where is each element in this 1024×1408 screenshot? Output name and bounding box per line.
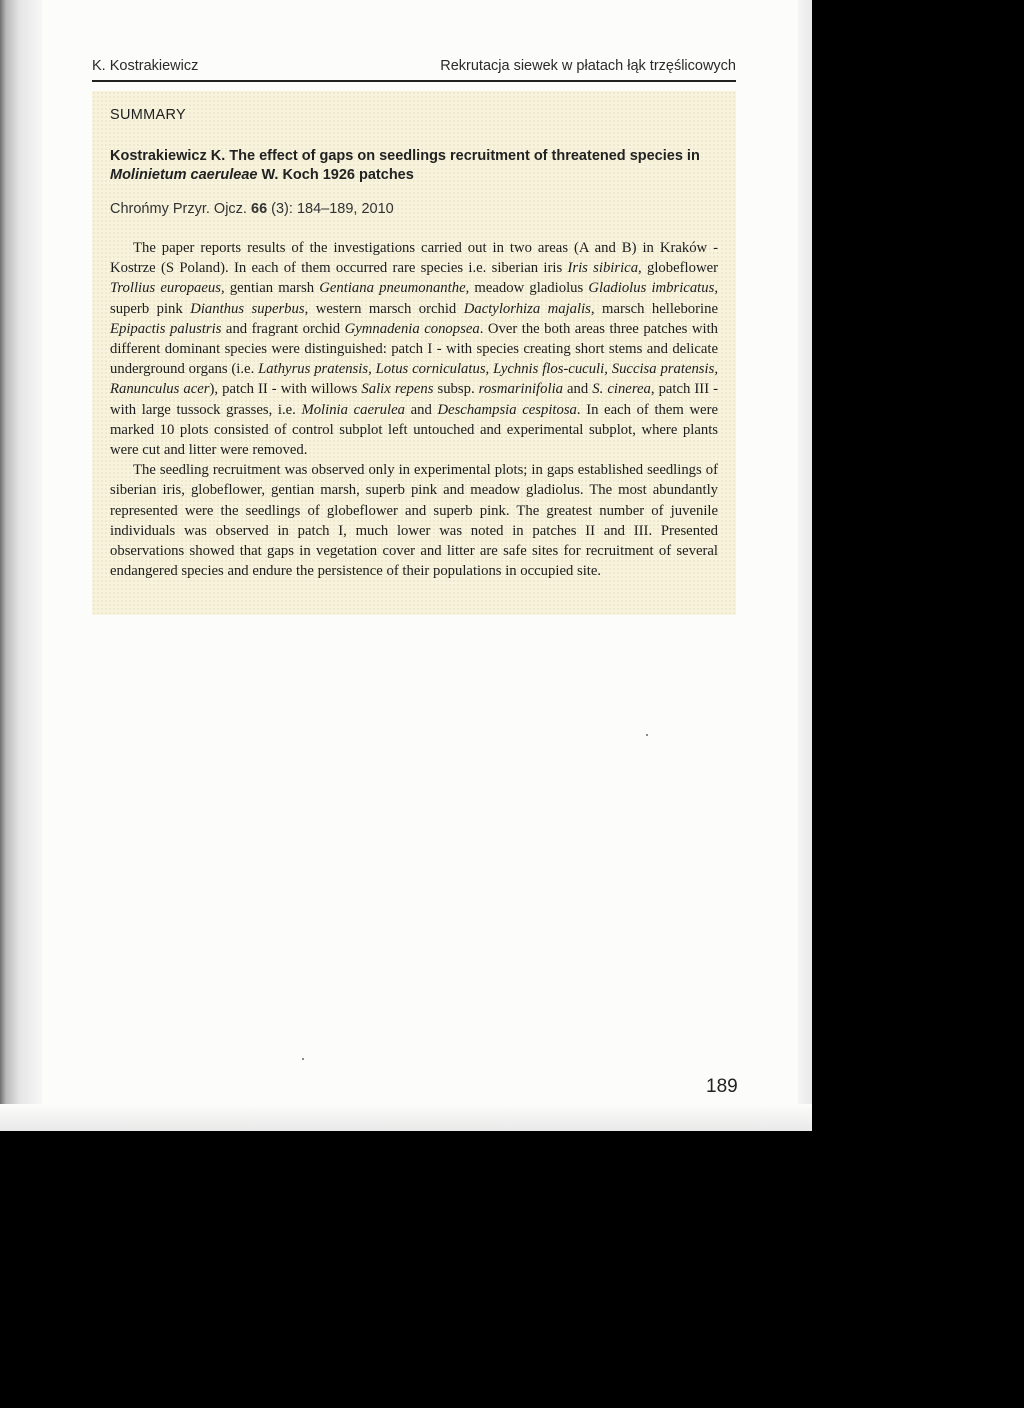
species-name-italic: rosmarinifolia [478, 381, 563, 398]
species-name-italic: Deschampsia cespitosa [437, 401, 577, 418]
species-name-italic: Trollius europaeus [110, 280, 221, 297]
paragraph-text-run: , western marsch orchid [304, 300, 464, 317]
paragraph-text-run: and [563, 381, 593, 398]
species-name-italic: Epipactis palustris [110, 320, 222, 337]
paragraph-text-run: , globeflower [638, 260, 718, 277]
paragraph-text-run: , meadow gladiolus [465, 280, 589, 297]
paragraph-text-run: , marsch helleborine [590, 300, 718, 317]
header-running-title: Rekrutacja siewek w płatach łąk trzęślicowych [440, 58, 736, 74]
summary-citation [110, 201, 394, 217]
summary-box [92, 91, 736, 615]
paragraph-text-run: , superb pink [110, 280, 718, 317]
page-edge [798, 0, 812, 1131]
summary-body [110, 238, 718, 581]
dust-speck [646, 734, 648, 736]
running-header [92, 58, 736, 82]
species-name-italic: Iris sibirica [567, 260, 639, 277]
dust-speck [302, 1058, 304, 1060]
paragraph-text-run: , gentian marsh [220, 280, 320, 297]
paragraph-text-run: subsp. [433, 381, 479, 398]
paragraph-text-run: and [404, 401, 438, 418]
summary-paragraph-2: The seedling recruitment was observed only in experimental plots; in gaps established seedlings of siberian iris, globeflower, gentian marsh, superb pink and meadow gladiolus. The most abundantly represented were the seedlings of globeflower and superb pink. The greatest number of juvenile individuals was observed in patch I, much lower was noted in patches II and III. Presented observations showed that gaps in vegetation cover and litter are safe sites for recruitment of several endangered species and endure the persistence of their populations in occupied site. [110, 462, 718, 580]
citation-volume: 66 [251, 201, 268, 217]
species-name-italic: Gymnadenia conopsea [344, 320, 480, 337]
summary-title [110, 147, 730, 185]
paragraph-text-run: ), patch II - with willows [209, 381, 362, 398]
paragraph-text-run: The paper reports results of the investigations carried out in two areas (A and B) in Kraków - Kostrze (S Poland). In each of them occurred rare species i.e. siberian iris [110, 240, 718, 277]
paragraph-text-run: . In each of them were marked 10 plots consisted of control subplot left untouched and experimental subplot, where plants were cut and litter were removed. [110, 401, 718, 459]
summary-title-end: W. Koch 1926 patches [257, 167, 414, 183]
species-name-italic: Dianthus superbus [190, 300, 305, 317]
species-name-italic: Dactylorhiza majalis [463, 300, 591, 317]
species-name-italic: Gladiolus imbricatus [588, 280, 715, 297]
paragraph-text-run: , patch III - with large tussock grasses, i.e. [110, 381, 719, 418]
page-bottom-edge [0, 1104, 812, 1131]
citation-issue-pages: (3): 184–189, 2010 [267, 201, 394, 217]
summary-heading: SUMMARY [110, 107, 186, 123]
summary-title-italic: Molinietum caeruleae [110, 167, 258, 183]
species-name-italic: S. cinerea [592, 381, 651, 398]
species-name-italic: Gentiana pneumonanthe [319, 280, 466, 297]
citation-journal: Chrońmy Przyr. Ojcz. [110, 201, 251, 217]
species-name-italic: Salix repens [361, 381, 434, 398]
binding-shadow [0, 0, 42, 1131]
header-author: K. Kostrakiewicz [92, 58, 199, 74]
paragraph-text-run: and fragrant orchid [221, 320, 345, 337]
species-name-italic: Lathyrus pratensis, Lotus corniculatus, Lychnis flos-cuculi, Succisa pratensis, Ranunculus acer [110, 361, 718, 398]
paragraph-text-run: . Over the both areas three patches with different dominant species were distinguished: patch I - with species creating short stems and delicate underground organs (i.e. [110, 320, 718, 378]
page-number: 189 [706, 1076, 738, 1097]
summary-paragraph-1 [110, 238, 718, 460]
species-name-italic: Molinia caerulea [301, 401, 405, 418]
summary-title-text: Kostrakiewicz K. The effect of gaps on seedlings recruitment of threatened species in [110, 148, 700, 164]
